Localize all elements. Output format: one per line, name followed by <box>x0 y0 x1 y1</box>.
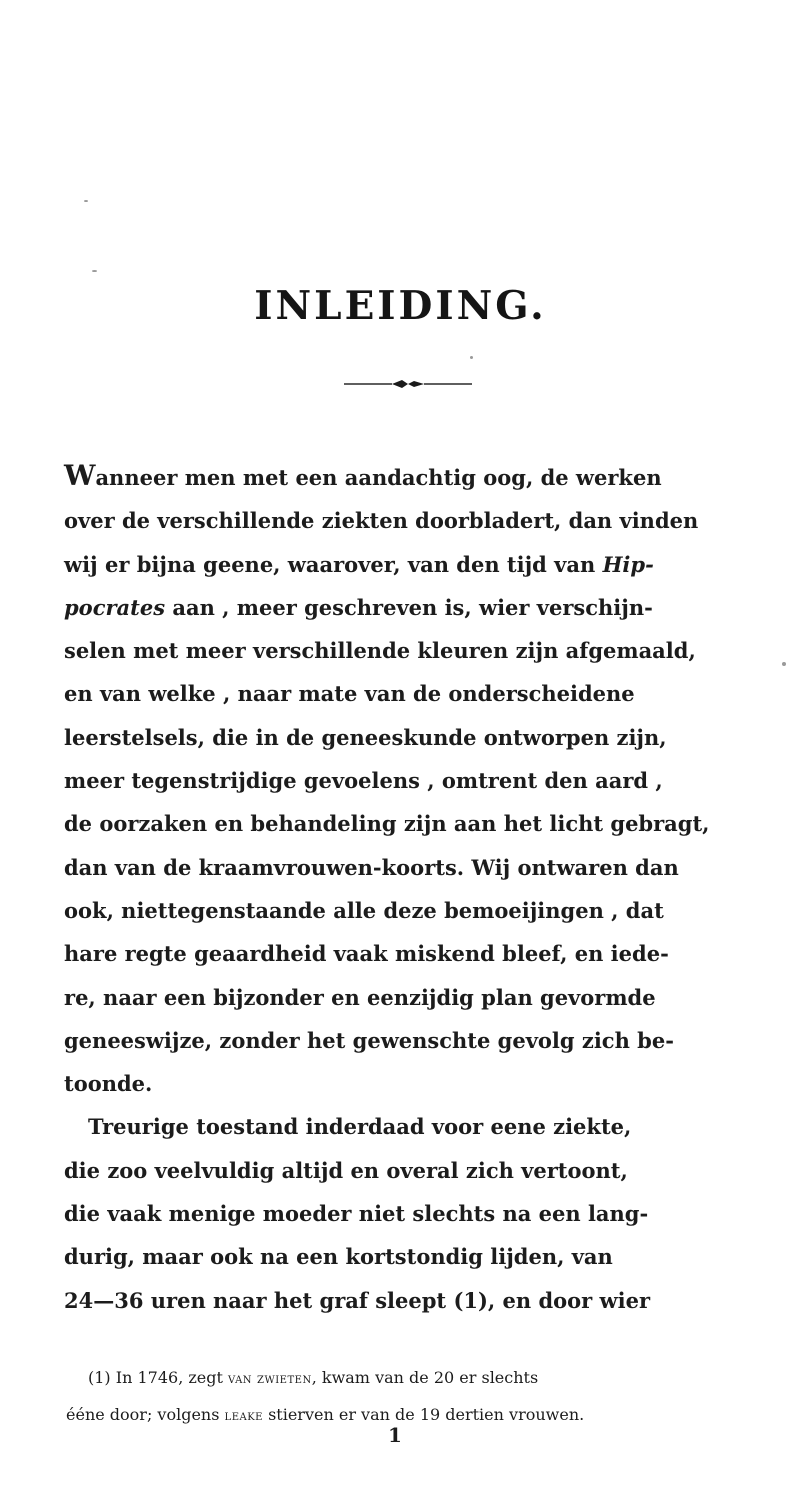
text-line <box>64 456 738 499</box>
text-line: leerstelsels, die in de geneeskunde ontworpen zijn, <box>64 724 667 750</box>
text-line: selen met meer verschillende kleuren zijn afgemaald, <box>64 638 696 664</box>
text-line: 24—36 uren naar het graf sleept (1), en door wier <box>64 1287 651 1313</box>
text-line: re, naar een bijzonder en eenzijdig plan gevormde <box>64 984 656 1010</box>
author-name: van zwieten <box>228 1371 312 1387</box>
text-line: Treurige toestand inderdaad voor eene ziekte, <box>88 1114 632 1140</box>
ornament-divider-icon <box>344 378 472 390</box>
text-line: en van welke , naar mate van de onderscheidene <box>64 681 635 707</box>
text-line: dan van de kraamvrouwen-koorts. Wij ontwaren dan <box>64 854 679 880</box>
text-line: wij er bijna geene, waarover, van den tijd van Hip- <box>64 551 654 577</box>
signature-mark: 1 <box>388 1423 402 1447</box>
paper-speck <box>470 356 473 359</box>
text-line: over de verschillende ziekten doorbladert, dan vinden <box>64 508 699 534</box>
text-line: meer tegenstrijdige gevoelens , omtrent den aard , <box>64 768 663 794</box>
body-text <box>64 456 738 1322</box>
text-line: ook, niettegenstaande alle deze bemoeijingen , dat <box>64 897 664 923</box>
chapter-title: INLEIDING. <box>254 283 547 329</box>
text-line: die zoo veelvuldig altijd en overal zich vertoont, <box>64 1157 628 1183</box>
text-line: toonde. <box>64 1071 153 1097</box>
text-line: die vaak menige moeder niet slechts na een lang- <box>64 1201 649 1227</box>
footnote-marker: (1) <box>88 1368 111 1387</box>
first-line: Wanneer men met een aandachtig oog, de werken <box>64 459 662 492</box>
drop-cap: W <box>64 459 96 492</box>
footnote-line: ééne door; volgens leake stierven er van de 19 dertien vrouwen. <box>66 1405 585 1424</box>
footnote-line: (1) In 1746, zegt van zwieten, kwam van de 20 er slechts <box>88 1368 539 1387</box>
author-name: leake <box>224 1408 263 1424</box>
footnote <box>66 1360 740 1434</box>
text-line: durig, maar ook na een kortstondig lijden, van <box>64 1244 613 1270</box>
text-line: geneeswijze, zonder het gewenschte gevolg zich be- <box>64 1027 674 1053</box>
italic-name: pocrates <box>64 594 166 620</box>
text-line: pocrates aan , meer geschreven is, wier verschijn- <box>64 594 653 620</box>
paper-speck <box>84 200 88 202</box>
text-line: hare regte geaardheid vaak miskend bleef, en iede- <box>64 941 669 967</box>
italic-name: Hip- <box>602 551 654 577</box>
paper-speck <box>782 662 786 666</box>
paper-speck <box>92 270 97 272</box>
text-line: de oorzaken en behandeling zijn aan het licht gebragt, <box>64 811 710 837</box>
